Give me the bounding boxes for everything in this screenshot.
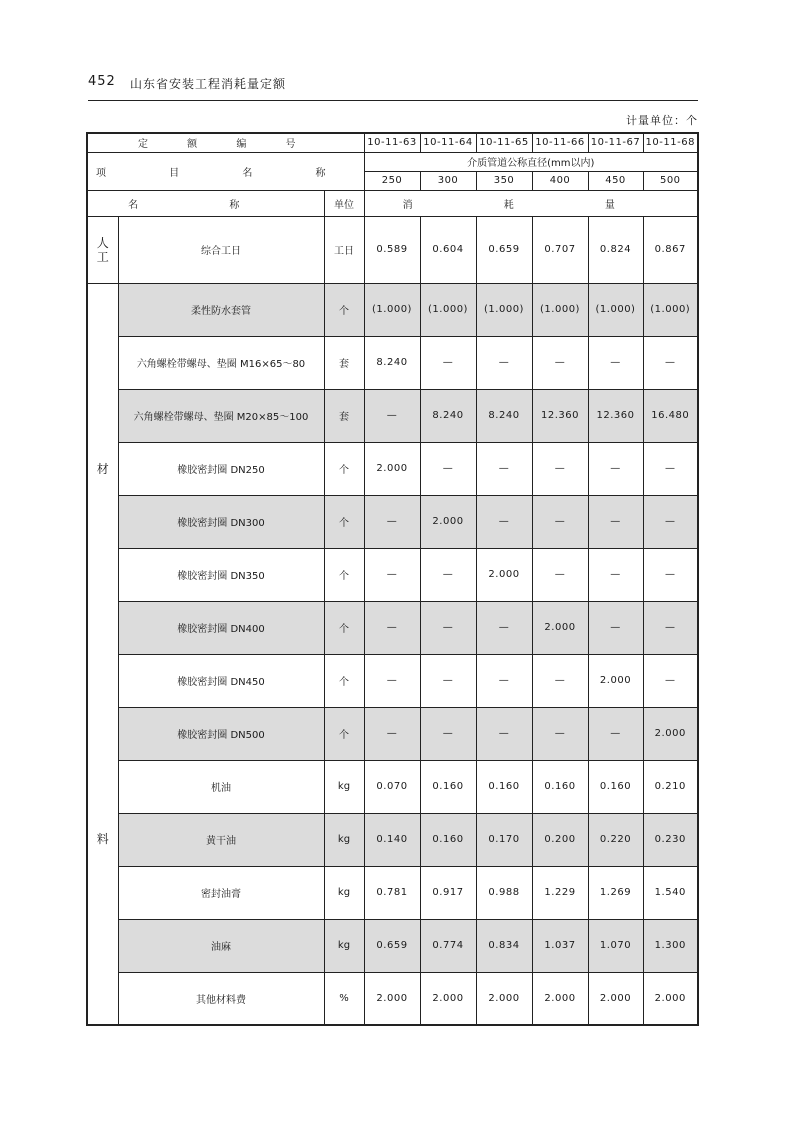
consumption-value: 0.160 — [588, 760, 643, 813]
consumption-value: 0.230 — [643, 813, 698, 866]
item-name: 油麻 — [118, 919, 324, 972]
consumption-value: — — [476, 654, 532, 707]
consumption-value: 12.360 — [532, 389, 588, 442]
category-labor — [87, 216, 118, 283]
item-unit: 个 — [324, 654, 364, 707]
code-label: 定 额 编 号 — [87, 133, 364, 152]
item-unit: 套 — [324, 336, 364, 389]
consumption-value: — — [532, 495, 588, 548]
consumption-value: — — [643, 495, 698, 548]
consumption-value: 0.824 — [588, 216, 643, 283]
consumption-value: — — [588, 548, 643, 601]
pipe-size: 400 — [532, 171, 588, 190]
consumption-value: 12.360 — [588, 389, 643, 442]
consumption-value: (1.000) — [643, 283, 698, 336]
consumption-value: 2.000 — [476, 548, 532, 601]
consumption-value: 1.300 — [643, 919, 698, 972]
item-unit: 个 — [324, 283, 364, 336]
consumption-value: — — [643, 336, 698, 389]
table-row — [87, 707, 698, 760]
item-name: 柔性防水套管 — [118, 283, 324, 336]
consumption-value: 2.000 — [476, 972, 532, 1025]
pipe-size: 500 — [643, 171, 698, 190]
table-row — [87, 813, 698, 866]
category-material-top: 材 — [96, 462, 109, 477]
unit-note: 计量单位：个 — [626, 114, 698, 127]
consumption-value: — — [532, 654, 588, 707]
quota-code: 10-11-63 — [364, 133, 420, 152]
item-name: 橡胶密封圈 DN250 — [118, 442, 324, 495]
consumption-value: — — [364, 654, 420, 707]
item-name: 黄干油 — [118, 813, 324, 866]
item-name: 橡胶密封圈 DN500 — [118, 707, 324, 760]
table-row — [87, 972, 698, 1025]
consumption-value: — — [588, 442, 643, 495]
table-row — [87, 389, 698, 442]
item-name: 橡胶密封圈 DN400 — [118, 601, 324, 654]
item-unit: 个 — [324, 548, 364, 601]
consumption-value: — — [643, 654, 698, 707]
consumption-value: — — [420, 654, 476, 707]
category-material-bottom: 料 — [96, 832, 109, 847]
item-name: 机油 — [118, 760, 324, 813]
col-name-header: 名 称 — [87, 190, 324, 216]
consumption-value: — — [420, 442, 476, 495]
consumption-value: 0.140 — [364, 813, 420, 866]
size-caption-row — [87, 152, 698, 171]
consumption-value: — — [588, 707, 643, 760]
table-row — [87, 866, 698, 919]
item-unit: 个 — [324, 495, 364, 548]
consumption-value: (1.000) — [476, 283, 532, 336]
col-unit-header: 单位 — [324, 190, 364, 216]
consumption-value: — — [643, 601, 698, 654]
consumption-value: — — [364, 389, 420, 442]
consumption-value: — — [532, 548, 588, 601]
table-row — [87, 548, 698, 601]
quota-code: 10-11-65 — [476, 133, 532, 152]
consumption-value: — — [588, 336, 643, 389]
consumption-value: (1.000) — [588, 283, 643, 336]
consumption-value: 0.160 — [420, 813, 476, 866]
table-row — [87, 442, 698, 495]
consumption-value: 2.000 — [532, 601, 588, 654]
consumption-value: — — [476, 442, 532, 495]
item-unit: kg — [324, 813, 364, 866]
quota-table — [86, 132, 699, 1026]
consumption-value: 0.988 — [476, 866, 532, 919]
item-unit: 个 — [324, 707, 364, 760]
consumption-value: 8.240 — [420, 389, 476, 442]
consumption-value: 0.170 — [476, 813, 532, 866]
consumption-value: — — [364, 601, 420, 654]
table-row — [87, 919, 698, 972]
consumption-value: — — [420, 601, 476, 654]
consumption-value: — — [476, 336, 532, 389]
consumption-value: 0.589 — [364, 216, 420, 283]
consumption-value: 1.540 — [643, 866, 698, 919]
consumption-value: 0.220 — [588, 813, 643, 866]
table-row — [87, 216, 698, 283]
item-unit: kg — [324, 919, 364, 972]
consumption-value: — — [588, 495, 643, 548]
column-header-row — [87, 190, 698, 216]
header-rule — [88, 100, 698, 101]
table-row — [87, 283, 698, 336]
item-name: 橡胶密封圈 DN300 — [118, 495, 324, 548]
consumption-value: 16.480 — [643, 389, 698, 442]
consumption-value: — — [420, 548, 476, 601]
quota-code: 10-11-68 — [643, 133, 698, 152]
consumption-value: 0.659 — [364, 919, 420, 972]
table-row — [87, 336, 698, 389]
consumption-value: 2.000 — [643, 707, 698, 760]
item-unit: 套 — [324, 389, 364, 442]
consumption-value: (1.000) — [364, 283, 420, 336]
consumption-value: 1.070 — [588, 919, 643, 972]
consumption-value: 0.659 — [476, 216, 532, 283]
quota-code: 10-11-67 — [588, 133, 643, 152]
consumption-value: — — [420, 707, 476, 760]
consumption-value: 0.160 — [476, 760, 532, 813]
category-material — [87, 283, 118, 1025]
col-consumption-header: 消 耗 量 — [364, 190, 698, 216]
item-unit: % — [324, 972, 364, 1025]
consumption-value: 2.000 — [420, 972, 476, 1025]
consumption-value: 2.000 — [364, 972, 420, 1025]
table-row — [87, 601, 698, 654]
quota-code: 10-11-66 — [532, 133, 588, 152]
item-unit: kg — [324, 866, 364, 919]
consumption-value: (1.000) — [420, 283, 476, 336]
consumption-value: — — [476, 707, 532, 760]
consumption-value: 0.160 — [420, 760, 476, 813]
consumption-value: — — [532, 336, 588, 389]
page-header — [88, 72, 698, 100]
consumption-value: — — [420, 336, 476, 389]
item-name: 六角螺栓带螺母、垫圈 M20×85～100 — [118, 389, 324, 442]
consumption-value: 0.834 — [476, 919, 532, 972]
consumption-value: — — [476, 601, 532, 654]
consumption-value: 2.000 — [364, 442, 420, 495]
consumption-value: 1.269 — [588, 866, 643, 919]
consumption-value: 8.240 — [476, 389, 532, 442]
consumption-value: — — [643, 548, 698, 601]
pipe-size: 450 — [588, 171, 643, 190]
item-unit: 个 — [324, 601, 364, 654]
consumption-value: — — [476, 495, 532, 548]
book-title: 山东省安装工程消耗量定额 — [130, 77, 287, 91]
consumption-value: (1.000) — [532, 283, 588, 336]
consumption-value: — — [364, 707, 420, 760]
item-unit: 个 — [324, 442, 364, 495]
table-row — [87, 760, 698, 813]
consumption-value: 0.160 — [532, 760, 588, 813]
page-number: 452 — [88, 74, 116, 89]
consumption-value: 2.000 — [643, 972, 698, 1025]
consumption-value: — — [532, 442, 588, 495]
item-label: 项 目 名 称 — [87, 152, 364, 190]
consumption-value: 1.037 — [532, 919, 588, 972]
consumption-value: 0.707 — [532, 216, 588, 283]
consumption-value: 0.867 — [643, 216, 698, 283]
item-name: 综合工日 — [118, 216, 324, 283]
item-unit: 工日 — [324, 216, 364, 283]
consumption-value: 0.070 — [364, 760, 420, 813]
item-unit: kg — [324, 760, 364, 813]
consumption-value: 0.917 — [420, 866, 476, 919]
consumption-value: 2.000 — [420, 495, 476, 548]
table-row — [87, 495, 698, 548]
pipe-size: 350 — [476, 171, 532, 190]
consumption-value: — — [532, 707, 588, 760]
consumption-value: 2.000 — [532, 972, 588, 1025]
consumption-value: 8.240 — [364, 336, 420, 389]
item-name: 六角螺栓带螺母、垫圈 M16×65～80 — [118, 336, 324, 389]
consumption-value: 0.604 — [420, 216, 476, 283]
quota-code: 10-11-64 — [420, 133, 476, 152]
consumption-value: 2.000 — [588, 972, 643, 1025]
consumption-value: 0.200 — [532, 813, 588, 866]
consumption-value: 1.229 — [532, 866, 588, 919]
item-name: 橡胶密封圈 DN450 — [118, 654, 324, 707]
consumption-value: — — [364, 495, 420, 548]
pipe-size: 250 — [364, 171, 420, 190]
pipe-size: 300 — [420, 171, 476, 190]
table-row — [87, 654, 698, 707]
item-name: 橡胶密封圈 DN350 — [118, 548, 324, 601]
consumption-value: 0.781 — [364, 866, 420, 919]
category-labor-label: 人工 — [96, 235, 109, 264]
consumption-value: 0.210 — [643, 760, 698, 813]
consumption-value: 2.000 — [588, 654, 643, 707]
item-name: 其他材料费 — [118, 972, 324, 1025]
consumption-value: — — [588, 601, 643, 654]
item-name: 密封油膏 — [118, 866, 324, 919]
consumption-value: — — [643, 442, 698, 495]
size-caption: 介质管道公称直径(mm以内) — [364, 152, 698, 171]
consumption-value: 0.774 — [420, 919, 476, 972]
code-row — [87, 133, 698, 152]
consumption-value: — — [364, 548, 420, 601]
